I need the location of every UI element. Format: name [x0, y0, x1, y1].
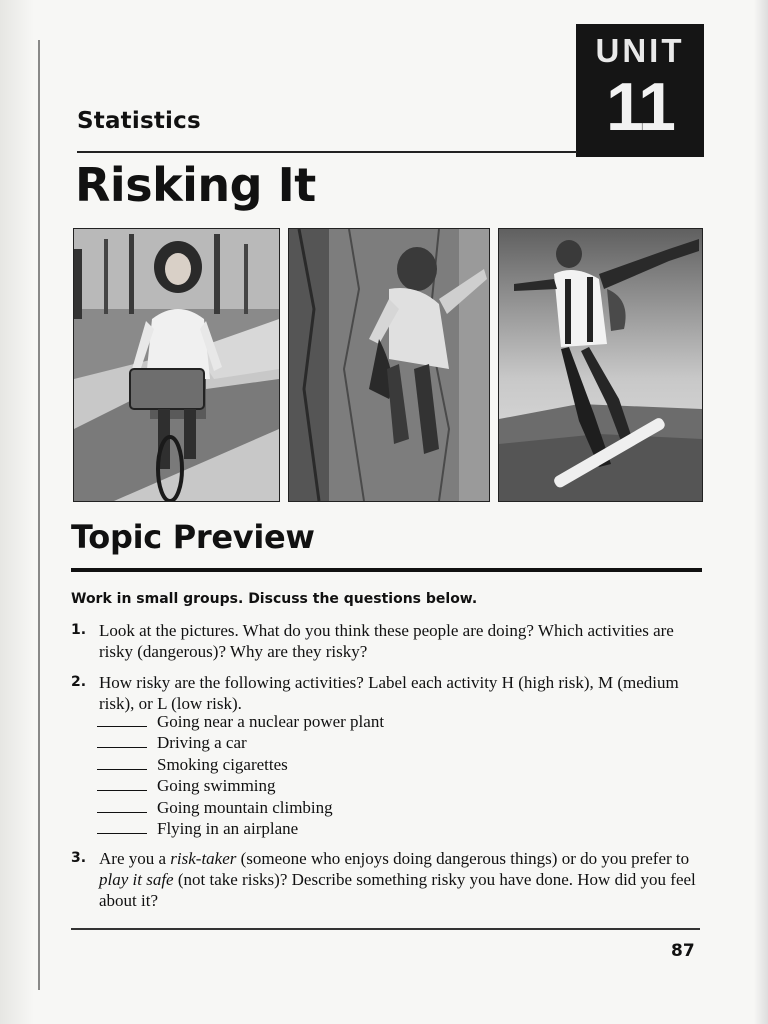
question-text: Look at the pictures. What do you think these people are doing? Which activities are risky (dangerous)? Why are they risky?: [99, 621, 674, 661]
skysurfer-photo: [498, 228, 703, 502]
list-item: [97, 711, 384, 732]
term-play-it-safe: play it safe: [99, 870, 174, 889]
question-text-part: (someone who enjoys doing dangerous things) or do you prefer to: [236, 849, 690, 868]
question-text: How risky are the following activities? Label each activity H (high risk), M (medium risk), or L (low risk).: [99, 673, 679, 713]
activity-label: Flying in an airplane: [157, 818, 299, 838]
activity-label: Going mountain climbing: [157, 797, 333, 817]
activity-list: [97, 711, 384, 839]
answer-blank[interactable]: [97, 798, 147, 813]
unit-badge: [576, 24, 704, 157]
footer-rule: [71, 928, 700, 930]
list-item: [97, 797, 384, 818]
question-number: 2.: [71, 674, 87, 690]
list-item: [97, 732, 384, 753]
question-number: 1.: [71, 622, 87, 638]
unit-label: UNIT: [595, 32, 685, 69]
answer-blank[interactable]: [97, 819, 147, 834]
activity-label: Going near a nuclear power plant: [157, 712, 385, 731]
unit-number: 11: [606, 69, 674, 145]
topic-preview-heading: Topic Preview: [71, 518, 315, 556]
page-title: Risking It: [75, 158, 316, 212]
scan-edge-left: [0, 0, 34, 1024]
instructions: Work in small groups. Discuss the questions below.: [71, 591, 478, 607]
page-number: 87: [671, 941, 695, 961]
rock-climber-photo-icon: [289, 229, 489, 501]
question-text-part: Are you a: [99, 849, 171, 868]
rock-climber-photo: [288, 228, 490, 502]
scan-edge-right: [754, 0, 768, 1024]
list-item: [97, 818, 384, 839]
activity-label: Going swimming: [157, 776, 276, 796]
cyclist-photo-icon: [74, 229, 279, 501]
answer-blank[interactable]: [97, 733, 147, 748]
activity-label: Smoking cigarettes: [157, 754, 288, 774]
header-rule: [77, 151, 577, 153]
question-text-part: (not take risks)? Describe something risky you have done. How did you feel about it?: [99, 870, 696, 910]
question-text: [99, 848, 709, 911]
cyclist-photo: [73, 228, 280, 502]
activity-label: Driving a car: [157, 733, 247, 753]
answer-blank[interactable]: [97, 755, 147, 770]
page-margin-line: [38, 40, 40, 990]
section-rule: [71, 568, 702, 572]
list-item: [97, 754, 384, 775]
term-risk-taker: risk-taker: [170, 849, 237, 868]
answer-blank[interactable]: [97, 776, 147, 791]
skysurfer-photo-icon: [499, 229, 702, 501]
question-number: 3.: [71, 850, 87, 866]
list-item: [97, 775, 384, 796]
section-label: Statistics: [77, 108, 201, 134]
answer-blank[interactable]: [97, 712, 147, 727]
